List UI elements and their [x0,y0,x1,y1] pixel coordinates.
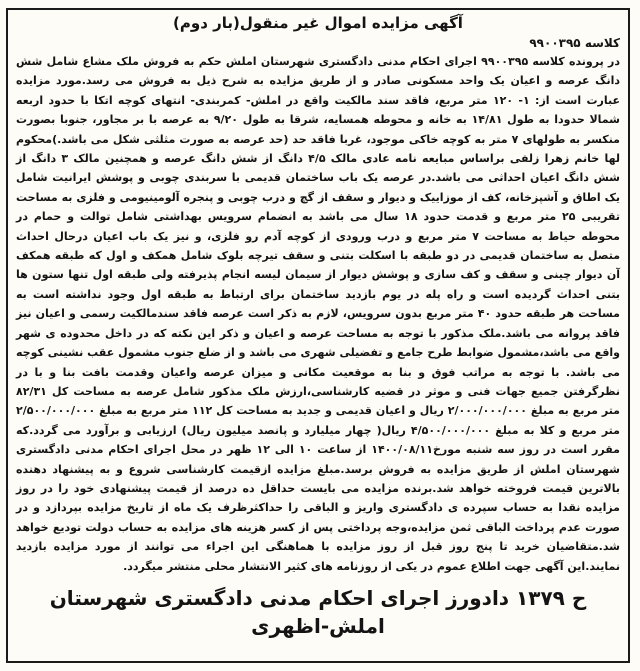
signature-line: ح ۱۳۷۹ دادورز اجرای احکام مدنی دادگستری شهرستان املش-اظهری [49,585,587,638]
auction-notice [6,8,630,663]
case-number: کلاسه ۹۹۰۰۳۹۵ [529,36,620,50]
notice-body: در پرونده کلاسه ۹۹۰۰۳۹۵ اجرای احکام مدنی دادگستری شهرستان املش حکم به فروش ملک مشاع شامل شش دانگ عرصه و اعیان یک واحد مسکونی صادر و از طریق مزایده به شرح ذیل به فروش می رسد.مورد مزایده عبارت است از: ۱- ۱۲۰ متر مربع، فاقد سند مالکیت واقع در املش- کمربندی- انتهای کوچه اتکا با حدود اربعه شمالا حدودا به طول ۱۴/۸۱ به خانه و محوطه همسایه، شرقا به طول ۹/۲۰ به عرصه با بر مجاور، جنوبا بصورت منکسر به طولهای ۷ متر به کوچه خاکی موجود، غربا فاقد حد (حد عرصه به صورت مثلثی شکل می باشد.)محکوم لها خانم زهرا زلفی براساس مبایعه نامه عادی مالک ۴/۵ دانگ از شش دانگ عرصه و همچنین مالک ۳ دانگ از شش دانگ اعیان احداثی می باشد.در عرصه یک باب ساختمان قدیمی با سربندی چوبی و پوشش ایرانیت شامل یک اطاق و آشپزخانه، کف از موزاییک و دیوار و سقف از گچ و درب چوبی و پنجره آلومینیومی و فلزی به مساحت تقریبی ۲۵ متر مربع و قدمت حدود ۱۸ سال می باشد به انضمام سرویس بهداشتی شامل توالت و حمام در محوطه حیاط به مساحت ۷ متر مربع و درب ورودی از کوچه آدم رو فلزی، و نیز یک باب اعیان درحال احداث متصل به ساختمان قدیمی در دو طبقه با اسکلت بتنی و سقف تیرچه بلوک شامل همکف و اول که طبقه همکف آن دیوار چینی و سقف و کف سازی و پوشش دیوار از سیمان لیسه انجام پذیرفته ولی طبقه اول تنها ستون ها بتنی احداث گردیده است و راه پله در یوم بازدید ساختمان برای ارتباط به طبقه اول وجود نداشته است به مساحت هر طبقه حدود ۴۰ متر مربع بدون سرویس، لازم به ذکر است عرصه فاقد سندمالکیت رسمی و اعیان نیز فاقد پروانه می باشد.ملک مذکور با توجه به مساحت عرصه و اعیان و ذکر این نکته که در داخل محدوده ی شهر واقع می باشد،مشمول ضوابط طرح جامع و تفضیلی شهری می باشد و از ضلع جنوب مشمول عقب نشینی کوچه می باشد. با توجه به مراتب فوق و بنا به موقعیت مکانی و میزان عرصه واعیان وقدمت بافت بنا و با در نظرگرفتن جمیع جهات فنی و موثر در قضیه کارشناسی،ارزش ملک مذکور شامل عرصه به مساحت کل ۸۲/۳۱ متر مربع به مبلغ ۲/۰۰۰/۰۰۰/۰۰۰ ریال و اعیان قدیمی و جدید به مساحت کل ۱۱۲ متر مربع به مبلغ ۲/۵۰۰/۰۰۰/۰۰۰ متر مربع و کلا به مبلغ ۴/۵۰۰/۰۰۰/۰۰۰ ریال( چهار میلیارد و پانصد میلیون ریال) ارزیابی و برآورد می گردد.که مقرر است در روز سه شنبه مورخ۱۴۰۰/۰۸/۱۱ از ساعت ۱۰ الی ۱۲ ظهر در محل اجرای احکام مدنی دادگستری شهرستان املش از طریق مزایده به فروش برسد.مبلغ مزایده ازقیمت کارشناسی شروع و به پیشنهاد دهنده بالاترین قیمت فروخته خواهد شد.برنده مزایده می بایست حداقل ده درصد از قیمت پیشنهادی خود را در روز مزایده نقدا به حساب سپرده ی دادگستری واریز و الباقی را حداکثرظرف یک ماه از تاریخ مزایده بپردازد و در صورت عدم پرداخت الباقی ثمن مزایده،وجه پرداختی پس از کسر هزینه های مزایده به حساب دولت تودیع خواهد شد.متقاضیان خرید تا پنج روز قبل از روز مزایده با هماهنگی این اجراء می توانند از مورد مزایده بازدید نمایند.این آگهی جهت اطلاع عموم در یکی از روزنامه های کثیر الانتشار محلی منتشر میگردد. [16,55,620,573]
notice-title: آگهی مزایده اموال غیر منقول(بار دوم) [173,14,463,32]
